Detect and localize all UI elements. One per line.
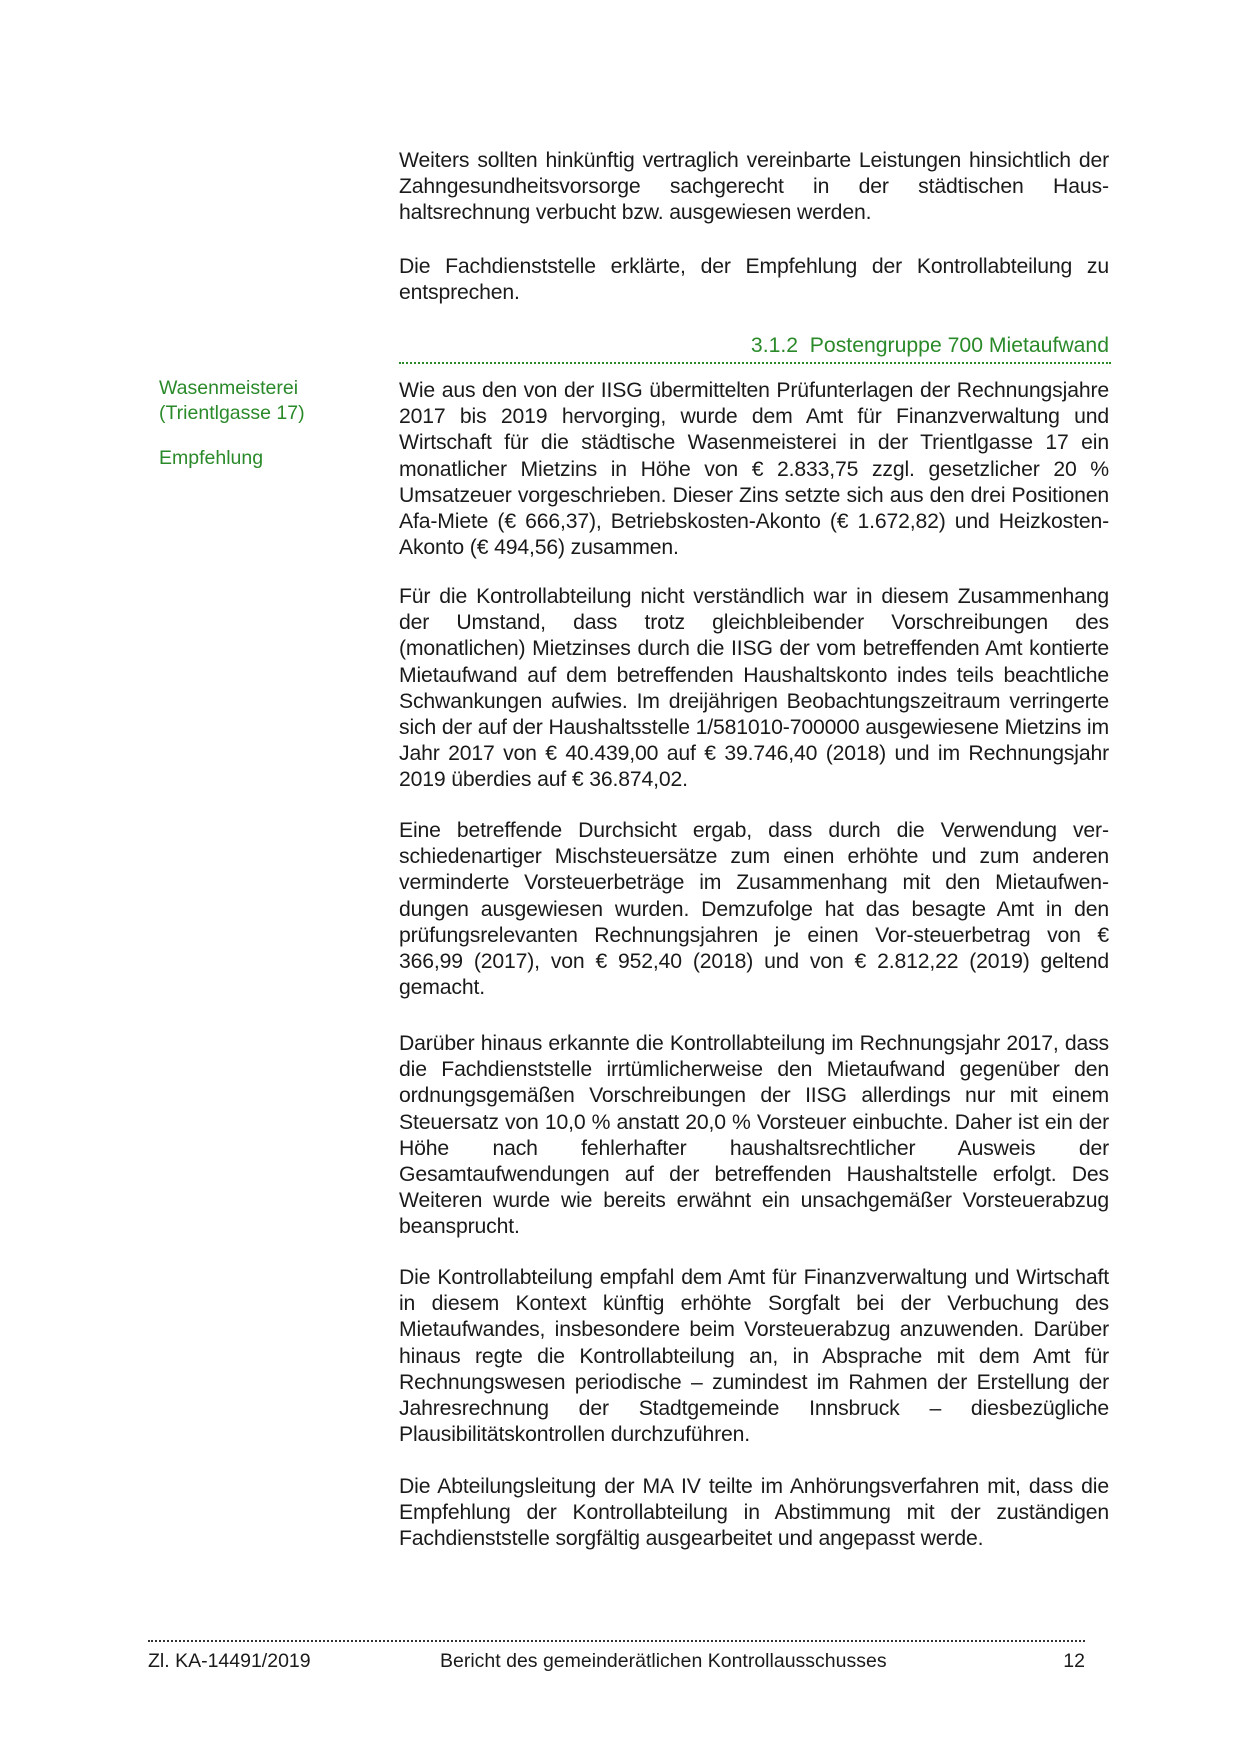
section-divider [399, 362, 1111, 364]
body-paragraph: Die Abteilungsleitung der MA IV teilte im Anhörungsverfahren mit, dass die Empfehlung der Kontrollabteilung in Abstimmung mit der zuständigen Fachdienststelle sorgfältig ausgearbeitet und angepasst werde. [399, 1475, 1109, 1551]
body-paragraph: Weiters sollten hinkünftig vertraglich vereinbarte Leistungen hinsichtlich der Zahngesundheitsvorsorge sachgerecht in der städtischen Haushaltsrechnung verbucht bzw. ausgewiesen werden. [399, 149, 1109, 225]
margin-note-wasenmeisterei: Wasenmeisterei (Trientlgasse 17) [159, 377, 305, 424]
body-paragraph: Die Kontrollabteilung empfahl dem Amt für Finanzverwaltung und Wirtschaft in diesem Kontext künftig erhöhte Sorgfalt bei der Verbuchung des Mietaufwandes, insbesondere beim Vorsteuerabzug anzuwenden. Darüber hinaus regte die Kontrollabteilung an, in Absprache mit dem Amt für Rechnungswesen periodische – zumindest im Rahmen der Erstellung der Jahresrechnung der Stadtgemeinde Innsbruck – diesbezügliche Plausibilitätskontrollen durchzuführen. [399, 1266, 1109, 1447]
footer-divider [148, 1640, 1085, 1642]
body-paragraph: Eine betreffende Durchsicht ergab, dass durch die Verwendung verschiedenartiger Mischsteuersätze zum einen erhöhte und zum anderen verminderte Vorsteuerbeträge im Zusammenhang mit den Mietaufwendungen ausgewiesen wurden. Demzufolge hat das besagte Amt in den prüfungsrelevanten Rechnungsjahren je einen Vor-steuerbetrag von € 366,99 (2017), von € 952,40 (2018) und von € 2.812,22 (2019) geltend gemacht. [399, 819, 1109, 1000]
section-heading: 3.1.2 Postengruppe 700 Mietaufwand [750, 334, 1109, 357]
page-number: 12 [1063, 1650, 1085, 1672]
footer-title: Bericht des gemeinderätlichen Kontrollausschusses [440, 1650, 887, 1672]
body-paragraph: Wie aus den von der IISG übermittelten Prüfunterlagen der Rechnungsjahre 2017 bis 2019 hervorging, wurde dem Amt für Finanzverwaltung und Wirtschaft für die städtische Wasenmeisterei in der Trientlgasse 17 ein monatlicher Mietzins in Höhe von € 2.833,75 zzgl. gesetzlicher 20 % Umsatzeuer vorgeschrieben. Dieser Zins setzte sich aus den drei Positionen Afa-Miete (€ 666,37), Betriebskosten-Akonto (€ 1.672,82) und Heizkosten-Akonto (€ 494,56) zusammen. [399, 379, 1109, 560]
body-paragraph: Für die Kontrollabteilung nicht verständlich war in diesem Zusammenhang der Umstand, dass trotz gleichbleibender Vorschreibungen des (monatlichen) Mietzinses durch die IISG der vom betreffenden Amt kontierte Mietaufwand auf dem betreffenden Haushaltskonto indes teils beachtliche Schwankungen aufwies. Im dreijährigen Beobachtungszeitraum verringerte sich der auf der Haushaltsstelle 1/581010-700000 ausgewiesene Mietzins im Jahr 2017 von € 40.439,00 auf € 39.746,40 (2018) und im Rechnungsjahr 2019 überdies auf € 36.874,02. [399, 585, 1109, 792]
body-paragraph: Die Fachdienststelle erklärte, der Empfehlung der Kontrollabteilung zu entsprechen. [399, 255, 1109, 305]
footer-reference: Zl. KA-14491/2019 [148, 1650, 311, 1672]
margin-note-empfehlung: Empfehlung [159, 447, 264, 469]
body-paragraph: Darüber hinaus erkannte die Kontrollabteilung im Rechnungsjahr 2017, dass die Fachdienststelle irrtümlicherweise den Mietaufwand gegenüber den ordnungsgemäßen Vorschreibungen der IISG allerdings nur mit einem Steuersatz von 10,0 % anstatt 20,0 % Vorsteuer einbuchte. Daher ist ein der Höhe nach fehlerhafter haushaltsrechtlicher Ausweis der Gesamtaufwendungen auf der betreffenden Haushaltstelle erfolgt. Des Weiteren wurde wie bereits erwähnt ein unsachgemäßer Vorsteuerabzug beansprucht. [399, 1032, 1109, 1239]
